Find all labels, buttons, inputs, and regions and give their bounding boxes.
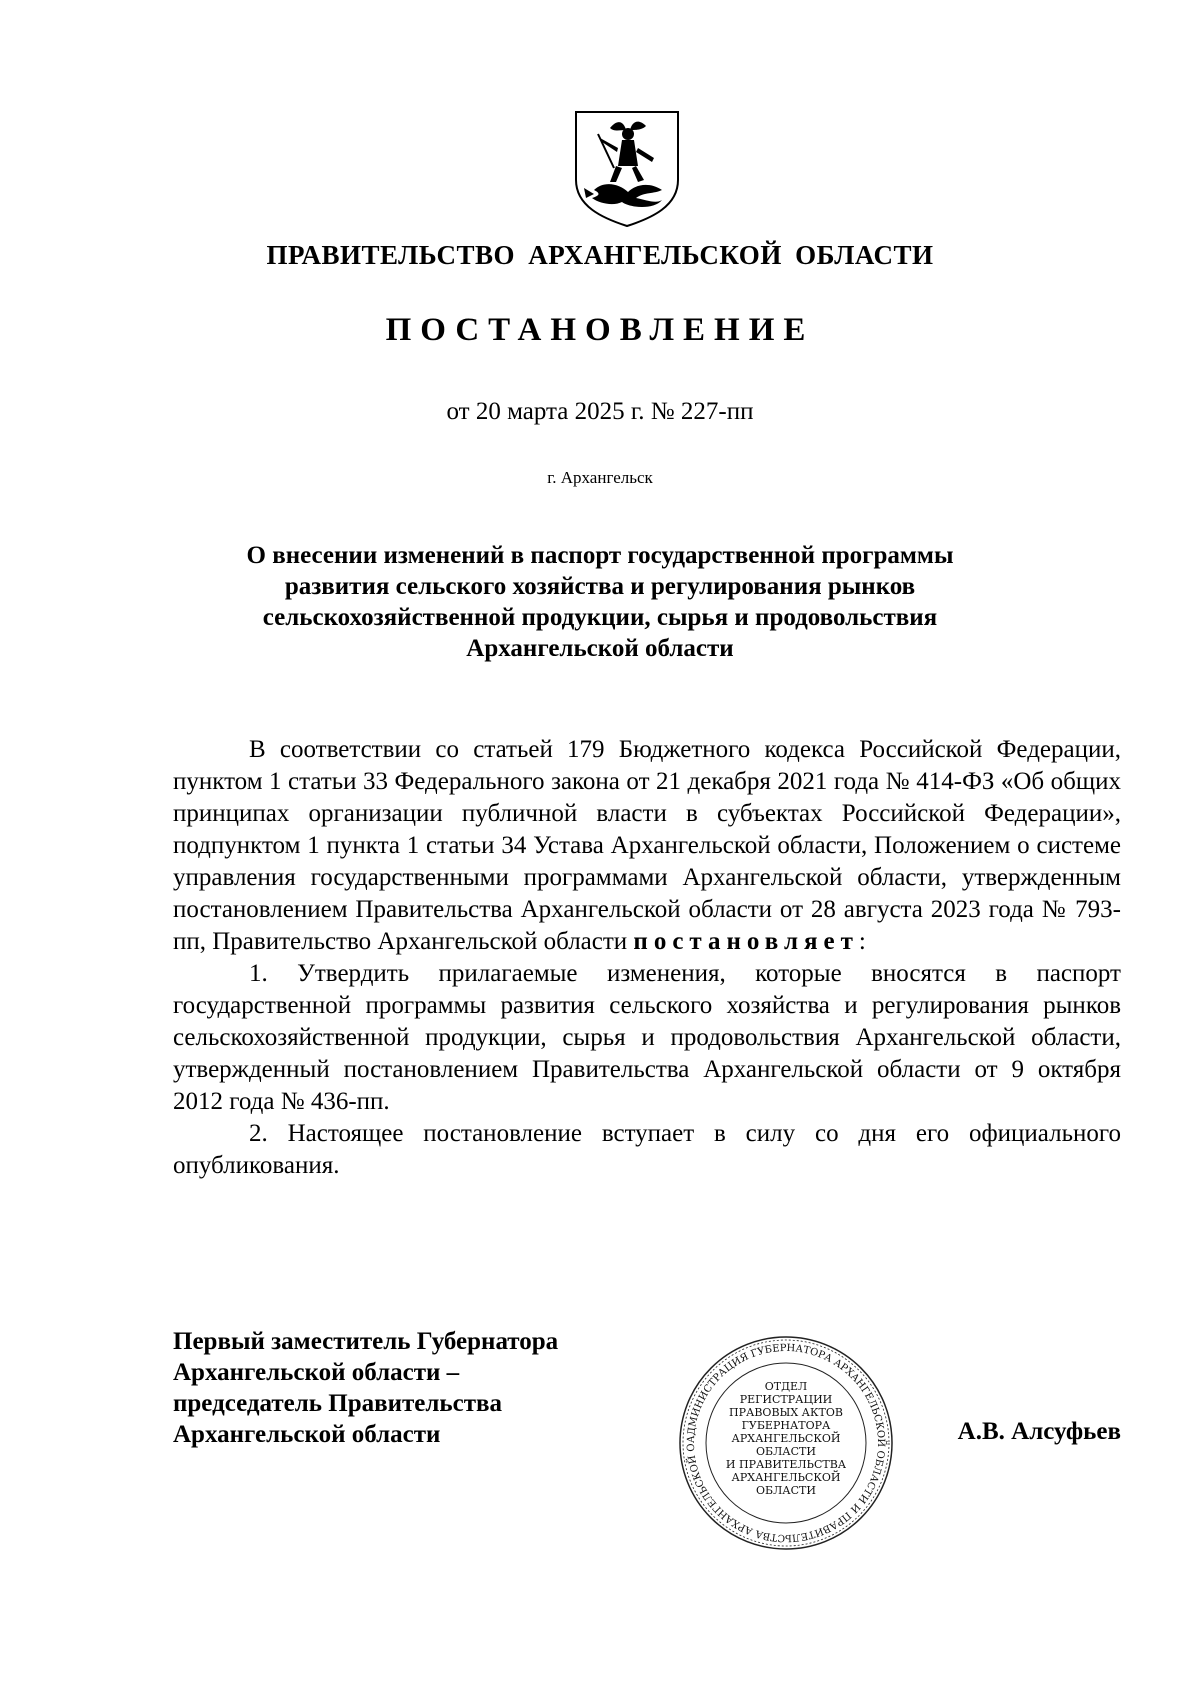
document-title (0, 540, 1200, 664)
stamp-inner-line: РЕГИСТРАЦИИ (739, 1393, 833, 1406)
item-2-paragraph: 2. Настоящее постановление вступает в силу со дня его официального опубликования. (173, 1120, 1121, 1179)
stamp-inner-line: ОБЛАСТИ (756, 1484, 816, 1497)
title-line: развития сельского хозяйства и регулирования рынков (284, 573, 916, 600)
preamble-text: В соответствии со статьей 179 Бюджетного кодекса Российской Федерации, пунктом 1 статьи 33 Федерального закона от 21 декабря 2021 года № 414-ФЗ «Об общих принципах организации публичной власти в субъектах Российской Федерации», подпунктом 1 пункта 1 статьи 34 Устава Архангельской области, Положением о системе управления государственными программами Архангельской области, утвержденным постановлением Правительства Архангельской области от 28 августа 2023 года № 793-пп, Правительство Архангельской области (173, 736, 1121, 955)
stamp-inner-line: ПРАВОВЫХ АКТОВ (729, 1406, 843, 1419)
title-line: Архангельской области (466, 635, 734, 662)
decree-colon: : (858, 928, 866, 955)
signer-position (173, 1326, 558, 1450)
signer-name: А.В. Алсуфьев (957, 1418, 1121, 1445)
signer-position-line: председатель Правительства (173, 1390, 503, 1417)
decree-word: постановляет (633, 928, 859, 955)
document-city: г. Архангельск (547, 468, 653, 487)
stamp-inner-line: АРХАНГЕЛЬСКОЙ (731, 1432, 841, 1445)
preamble-paragraph (173, 734, 1121, 958)
coat-of-arms-icon (570, 108, 684, 230)
document-type: ПОСТАНОВЛЕНИЕ (385, 312, 815, 348)
title-line: О внесении изменений в паспорт государственной программы (246, 542, 954, 569)
signer-position-line: Архангельской области (173, 1421, 441, 1448)
stamp-inner-line: ОТДЕЛ (764, 1380, 808, 1393)
stamp-inner-text (726, 1380, 847, 1497)
stamp-ring-textpath: АДМИНИСТРАЦИЯ ГУБЕРНАТОРА АРХАНГЕЛЬСКОЙ ОБЛАСТИ И ПРАВИТЕЛЬСТВА АРХАНГЕЛЬСКОЙ О (685, 1342, 887, 1544)
stamp-inner-line: И ПРАВИТЕЛЬСТВА (725, 1458, 847, 1471)
document-body (173, 734, 1121, 1182)
official-stamp (675, 1332, 897, 1554)
signer-position-line: Архангельской области – (173, 1359, 460, 1386)
stamp-inner-line: ГУБЕРНАТОРА (741, 1419, 831, 1432)
item-1-paragraph: 1. Утвердить прилагаемые изменения, которые вносятся в паспорт государственной программы развития сельского хозяйства и регулирования рынков сельскохозяйственной продукции, сырья и продовольствия Архангельской области, утвержденный постановлением Правительства Архангельской области от 9 октября 2012 года № 436-пп. (173, 960, 1121, 1115)
stamp-inner-line: АРХАНГЕЛЬСКОЙ (731, 1471, 841, 1484)
title-line: сельскохозяйственной продукции, сырья и продовольствия (262, 604, 938, 631)
stamp-inner-line: ОБЛАСТИ (756, 1445, 816, 1458)
signer-position-line: Первый заместитель Губернатора (173, 1328, 559, 1355)
document-date-number: от 20 марта 2025 г. № 227-пп (446, 398, 754, 425)
organization-name: ПРАВИТЕЛЬСТВО АРХАНГЕЛЬСКОЙ ОБЛАСТИ (266, 240, 934, 270)
